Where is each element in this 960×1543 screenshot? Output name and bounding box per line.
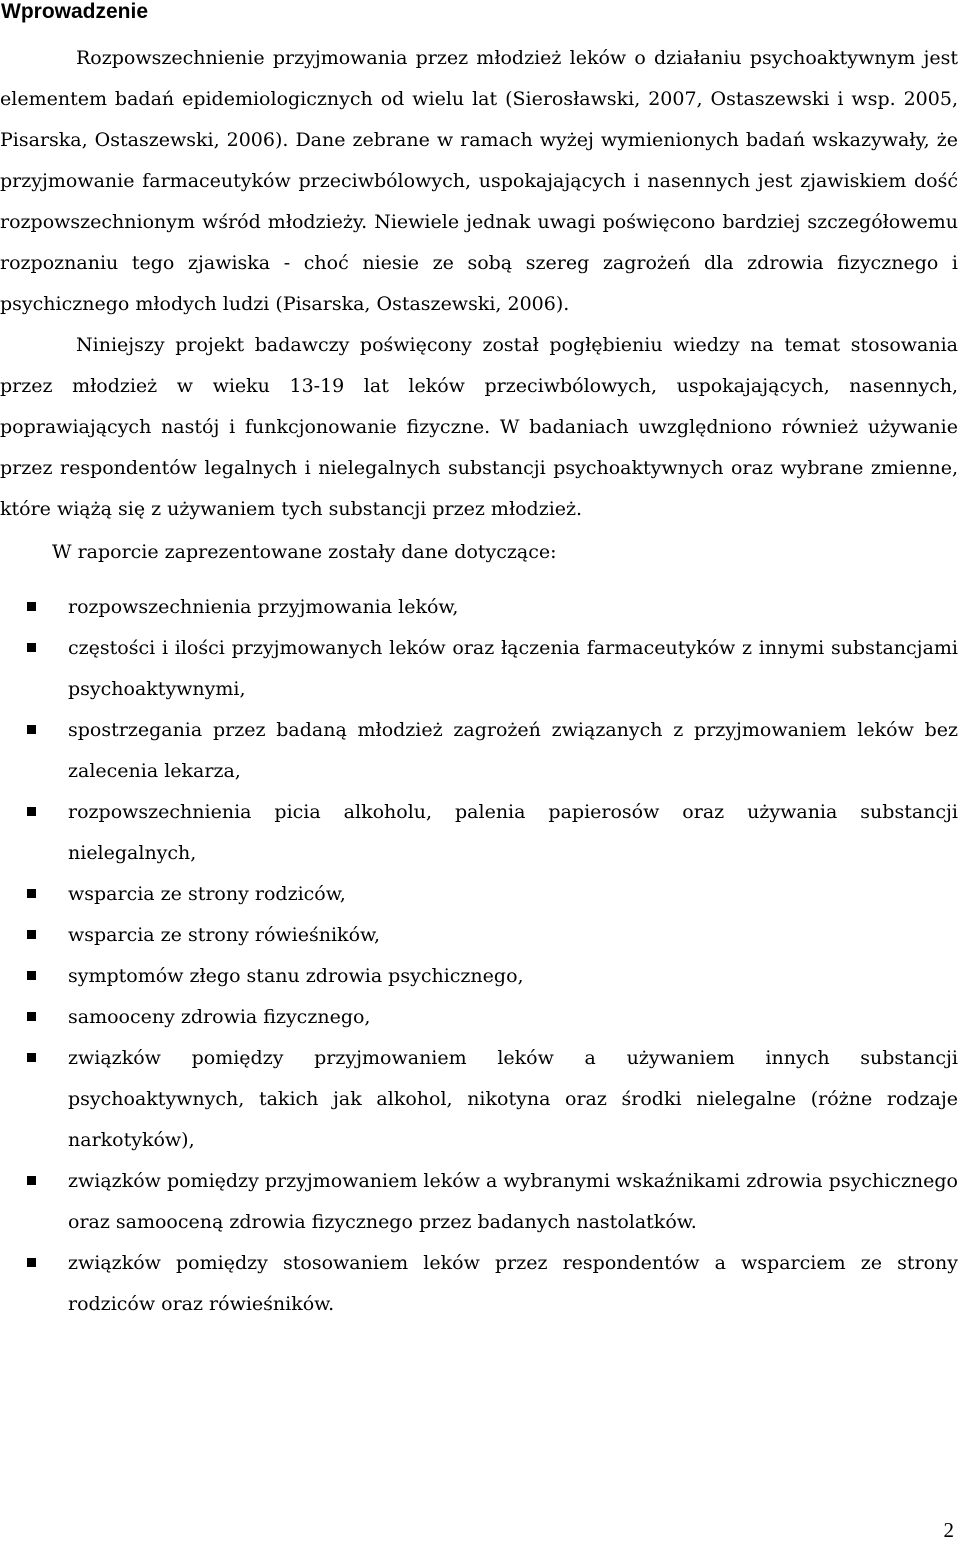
square-bullet-icon [27,971,36,980]
square-bullet-icon [27,1176,36,1185]
list-item [0,792,958,874]
intro-paragraph: Rozpowszechnienie przyjmowania przez młodzież leków o działaniu psychoaktywnym jest elementem badań epidemiologicznych od wielu lat (Sierosławski, 2007, Ostaszewski i wsp. 2005, Pisarska, Ostaszewski, 2006). Dane zebrane w ramach wyżej wymienionych badań wskazywały, że przyjmowanie farmaceutyków przeciwbólowych, uspokajających i nasennych jest zjawiskiem dość rozpowszechnionym wśród młodzieży. Niewiele jednak uwagi poświęcono bardziej szczegółowemu rozpoznaniu tego zjawiska - choć niesie ze sobą szereg zagrożeń dla zdrowia fizycznego i psychicznego młodych ludzi (Pisarska, Ostaszewski, 2006). [0,47,958,315]
square-bullet-icon [27,643,36,652]
list-item-text: wsparcia ze strony rówieśników, [68,924,381,946]
square-bullet-icon [27,725,36,734]
project-paragraph: Niniejszy projekt badawczy poświęcony został pogłębieniu wiedzy na temat stosowania przez młodzież w wieku 13-19 lat leków przeciwbólowych, uspokajających, nasennych, poprawiających nastój i funkcjonowanie fizyczne. W badaniach uwzględniono również używanie przez respondentów legalnych i nielegalnych substancji psychoaktywnych oraz wybrane zmienne, które wiążą się z używaniem tych substancji przez młodzież. [0,334,958,520]
square-bullet-icon [27,1258,36,1267]
list-item [0,1243,958,1325]
list-item-text: związków pomiędzy przyjmowaniem leków a wybranymi wskaźnikami zdrowia psychicznego oraz samooceną zdrowia fizycznego przez badanych nastolatków. [68,1170,958,1233]
square-bullet-icon [27,1053,36,1062]
list-item [0,956,958,997]
page-number: 2 [943,1518,954,1542]
list-intro: W raporcie zaprezentowane zostały dane dotyczące: [52,541,557,563]
square-bullet-icon [27,602,36,611]
square-bullet-icon [27,930,36,939]
section-heading: Wprowadzenie [1,0,149,23]
square-bullet-icon [27,807,36,816]
list-item-text: symptomów złego stanu zdrowia psychicznego, [68,965,524,987]
list-item [0,587,958,628]
list-item [0,710,958,792]
list-item-text: spostrzegania przez badaną młodzież zagrożeń związanych z przyjmowaniem leków bez zalecenia lekarza, [68,719,958,782]
list-item [0,1161,958,1243]
list-item-text: rozpowszechnienia picia alkoholu, palenia papierosów oraz używania substancji nielegalnych, [68,801,958,864]
list-item [0,874,958,915]
list-item-text: związków pomiędzy stosowaniem leków przez respondentów a wsparciem ze strony rodziców oraz rówieśników. [68,1252,958,1315]
list-item-text: częstości i ilości przyjmowanych leków oraz łączenia farmaceutyków z innymi substancjami psychoaktywnymi, [68,637,958,700]
list-item-text: związków pomiędzy przyjmowaniem leków a używaniem innych substancji psychoaktywnych, takich jak alkohol, nikotyna oraz środki nielegalne (różne rodzaje narkotyków), [68,1047,958,1151]
list-item [0,1038,958,1161]
square-bullet-icon [27,889,36,898]
square-bullet-icon [27,1012,36,1021]
list-item-text: samooceny zdrowia fizycznego, [68,1006,371,1028]
list-item-text: rozpowszechnienia przyjmowania leków, [68,596,459,618]
list-item [0,915,958,956]
list-item [0,997,958,1038]
topic-list [0,587,958,1325]
list-item-text: wsparcia ze strony rodziców, [68,883,346,905]
list-item [0,628,958,710]
